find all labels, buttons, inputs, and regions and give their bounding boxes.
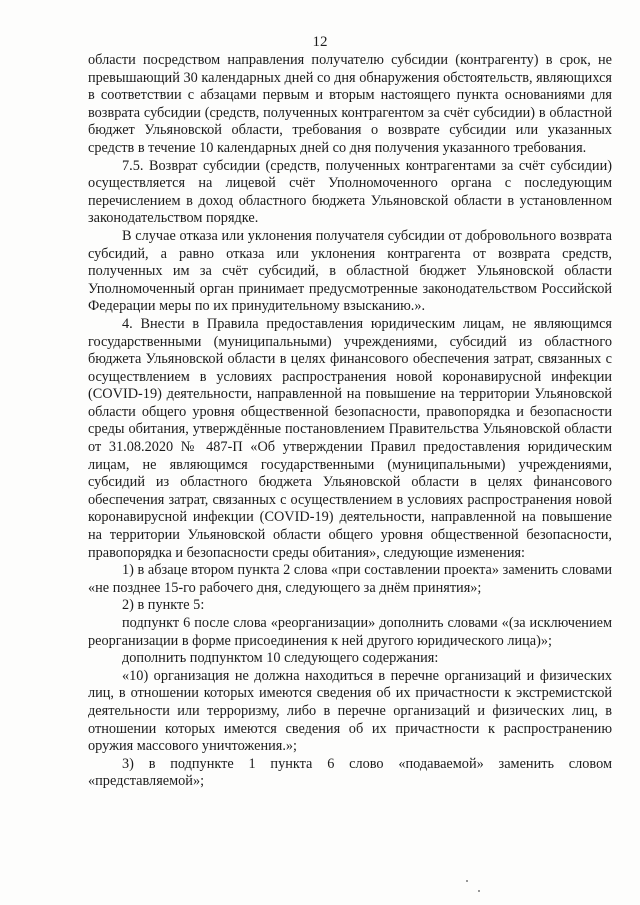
paragraph: В случае отказа или уклонения получателя субсидии от добровольного возврата субсидий, а равно отказа или уклонения контрагента от возврата средств, полученных им за счёт субсидий, в областной бюджет Ульяновской области Уполномоченный орган принимает предусмотренные законодательством Российской Федерации меры по их принудительному взысканию.». <box>88 227 612 315</box>
scan-speck <box>466 880 468 882</box>
paragraph: дополнить подпунктом 10 следующего содержания: <box>122 650 439 667</box>
paragraph: 2) в пункте 5: <box>122 597 205 614</box>
paragraph: 3) в подпункте 1 пункта 6 слово «подаваемой» заменить словом «представляемой»; <box>88 755 612 790</box>
document-body <box>88 52 612 791</box>
paragraph: 4. Внести в Правила предоставления юридическим лицам, не являющимся государственными (муниципальными) учреждениями, субсидий из областного бюджета Ульяновской области в целях финансового обеспечения затрат, связанных с осуществлением в условиях распространения новой коронавирусной инфекции (COVID-19) деятельности, направленной на повышение на территории Ульяновской области общего уровня общественной безопасности, правопорядка и безопасности среды обитания, утверждённые постановлением Правительства Ульяновской области от 31.08.2020 № 487-П «Об утверждении Правил предоставления юридическим лицам, не являющимся государственными (муниципальными) учреждениями, субсидий из областного бюджета Ульяновской области в целях финансового обеспечения затрат, связанных с осуществлением в условиях распространения новой коронавирусной инфекции (COVID-19) деятельности, направленной на повышение на территории Ульяновской области общего уровня общественной безопасности, правопорядка и безопасности среды обитания», следующие изменения: <box>88 315 612 561</box>
paragraph: «10) организация не должна находиться в перечне организаций и физических лиц, в отношении которых имеются сведения об их причастности к экстремистской деятельности или терроризму, либо в перечне организаций и физических лиц, в отношении которых имеются сведения об их причастности к распространению оружия массового уничтожения.»; <box>88 667 612 755</box>
scan-speck <box>478 890 480 892</box>
paragraph: 1) в абзаце втором пункта 2 слова «при составлении проекта» заменить словами «не позднее 15-го рабочего дня, следующего за днём принятия»; <box>88 562 612 596</box>
paragraph: области посредством направления получателю субсидии (контрагенту) в срок, не превышающий 30 календарных дней со дня обнаружения обстоятельств, являющихся в соответствии с абзацами первым и вторым настоящего пункта основаниями для возврата субсидии (средств, полученных контрагентом за счёт субсидии) в областной бюджет Ульяновской области, требования о возврате субсидии или указанных средств в течение 10 календарных дней со дня получения указанного требования. <box>88 52 612 156</box>
page-number: 12 <box>312 34 328 50</box>
paragraph: 7.5. Возврат субсидии (средств, полученных контрагентами за счёт субсидии) осуществляется на лицевой счёт Уполномоченного органа с последующим перечислением в доход областного бюджета Ульяновской области в установленном законодательством порядке. <box>88 157 612 227</box>
paragraph: подпункт 6 после слова «реорганизации» дополнить словами «(за исключением реорганизации в форме присоединения к ней другого юридического лица)»; <box>88 615 612 649</box>
